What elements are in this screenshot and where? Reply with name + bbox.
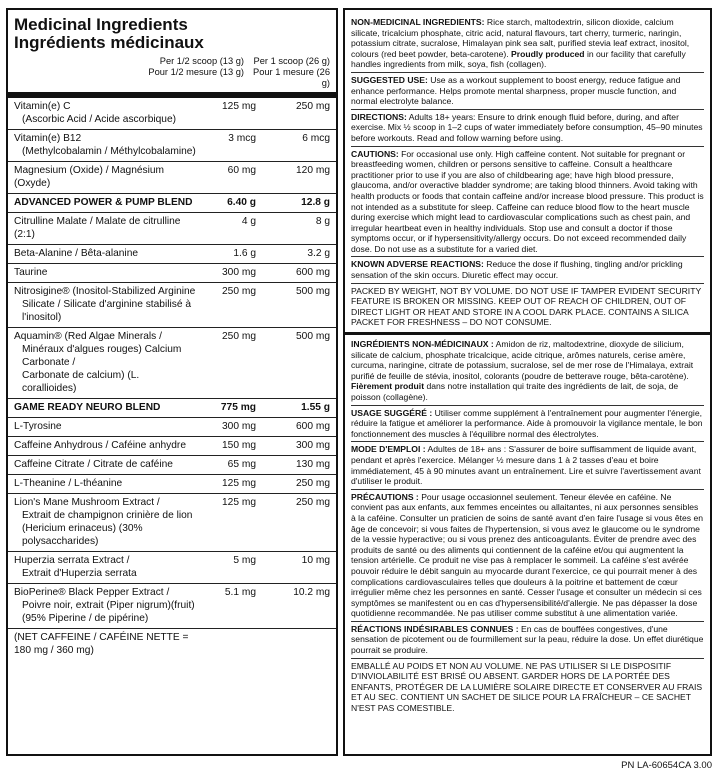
amount-full-scoop: 500 mg [296, 286, 330, 297]
ingredient-name [14, 420, 196, 433]
amount-full-scoop: 250 mg [296, 478, 330, 489]
mode-d-emploi: MODE D'EMPLOI : Adultes de 18+ ans : S'assurer de boire suffisamment de liquide avant, pendant et après l'exercice. Mélanger ½ mesure dans 1 à 2 tasses d'eau et boire immédiatement, 45 à 90 minutes avant un entraînement. Lire et suivre l'avertissement avant d'utiliser le produit. [351, 442, 704, 489]
language-divider [345, 332, 710, 335]
amount-half-scoop: 300 mg [222, 267, 256, 278]
amount-full-scoop: 600 mg [296, 267, 330, 278]
amount-half-scoop: 65 mg [227, 459, 256, 470]
ingredient-name [14, 247, 196, 260]
amount-full-scoop: 130 mg [296, 459, 330, 470]
ingredient-name-line: Vitamin(e) C [14, 101, 71, 112]
part-number: PN LA-60654CA 3.00 [621, 760, 712, 771]
ingredient-name-line: Beta-Alanine / Bêta-alanine [14, 248, 139, 259]
ingredient-name [14, 164, 196, 190]
ingredient-row [8, 475, 336, 494]
ingredient-name-line: Aquamin® (Red Algae Minerals / [14, 331, 162, 342]
suggested-use: SUGGESTED USE: Use as a workout supplement to boost energy, reduce fatigue and enhance performance. Helps promote mental sharpness, proper muscle function, and normal electrolyte balance. [351, 73, 704, 110]
amount-full-scoop: 120 mg [296, 165, 330, 176]
ingredient-name-line: (Methylcobalamin / Méthylcobalamine) [22, 146, 196, 157]
amount-full-scoop: 250 mg [296, 101, 330, 112]
ingredient-name [14, 586, 196, 625]
ingredient-row [8, 629, 336, 660]
ingredient-row [8, 283, 336, 328]
ingredient-name [14, 215, 196, 241]
ingredient-name [14, 477, 196, 490]
ingredient-name-line: (NET CAFFEINE / CAFÉINE NETTE = 180 mg / 360 mg) [14, 632, 189, 656]
ingredient-name-line: (Ascorbic Acid / Acide ascorbique) [22, 114, 177, 125]
amount-full-scoop: 10 mg [301, 555, 330, 566]
ingredient-name-line: Magnesium (Oxide) / Magnésium (Oxyde) [14, 165, 165, 189]
ingredient-name-line: Carbonate de calcium) (L. corallioides) [22, 370, 140, 394]
ingredient-name-line: Taurine [14, 267, 48, 278]
amount-half-scoop: 300 mg [222, 421, 256, 432]
ingredient-name-line: Citrulline Malate / Malate de citrulline (2:1) [14, 216, 181, 240]
ingredients-non-medicinaux: INGRÉDIENTS NON-MÉDICINAUX : Amidon de riz, maltodextrine, dioxyde de silicium, silicate de calcium, phosphate tricalcique, acide citrique, arômes naturels, cerise amère, curcuma, naringine, citrate de potassium, sucralose, sel de mer rose de l'Himalaya, extrait purifié de feuille de stévia, inositol, colorants (poudre de betterave rouge, bêta-carotène). Fièrement produit dans notre installation qui traite des ingrédients de lait, de soja, de poisson (collagène). [351, 337, 704, 406]
ingredient-name-line: ADVANCED POWER & PUMP BLEND [14, 197, 193, 208]
ingredient-name [14, 100, 196, 126]
amount-full-scoop: 3.2 g [307, 248, 330, 259]
usage-suggere: USAGE SUGGÉRÉ : Utiliser comme supplément à l'entraînement pour augmenter l'énergie, réduire la fatigue et améliorer la performance. Aide à promouvoir la vigilance mentale, le bon fonctionnement des muscles à l'équilibre normal des électrolytes. [351, 406, 704, 443]
amount-full-scoop [256, 631, 330, 657]
ingredient-name-line: Extrait d'Huperzia serrata [22, 568, 137, 579]
amount-full-scoop: 6 mcg [302, 133, 330, 144]
title-en: Medicinal Ingredients [14, 15, 188, 34]
ingredient-row [8, 437, 336, 456]
ingredient-name [14, 554, 196, 580]
amount-full-scoop: 1.55 g [301, 402, 330, 413]
ingredient-name-line: Lion's Mane Mushroom Extract / [14, 497, 160, 508]
ingredient-name-line: L-Theanine / L-théanine [14, 478, 123, 489]
amount-full-scoop: 600 mg [296, 421, 330, 432]
ingredient-name-line: Minéraux d'algues rouges) Calcium Carbonate / [22, 344, 182, 368]
ingredient-row [8, 328, 336, 399]
ingredient-name [14, 458, 196, 471]
amount-half-scoop [196, 631, 256, 657]
amount-half-scoop: 775 mg [220, 402, 256, 413]
ingredient-row [8, 264, 336, 283]
ingredient-name-line: Extrait de champignon crinière de lion [22, 510, 193, 521]
ingredient-row [8, 456, 336, 475]
amount-full-scoop: 8 g [315, 216, 330, 227]
non-medicinal-ingredients: NON-MEDICINAL INGREDIENTS: Rice starch, maltodextrin, silicon dioxide, calcium silicate, tricalcium phosphate, citric acid, natural flavours, tart cherry, turmeric, naringin, potassium citrate, sucralose, Himalayan pink sea salt, purified stevia leaf extract, inositol, colours (red beet powder, beta-carotene). Proudly produced in our facility that carefully handles ingredients from milk, soya, fish (collagen). [351, 15, 704, 73]
amount-half-scoop: 5.1 mg [224, 587, 256, 598]
ingredient-row [8, 552, 336, 584]
known-adverse-reactions: KNOWN ADVERSE REACTIONS: Reduce the dose if flushing, tingling and/or prickling sensation of the skin occurs. Diuretic effect may occur. [351, 257, 704, 283]
reactions-indesirables: RÉACTIONS INDÉSIRABLES CONNUES : En cas de bouffées congestives, d'une sensation de picotement ou de fourmillement sur la peau, réduire la dose. Un effet diurétique pourrait se produire. [351, 622, 704, 659]
amount-full-scoop: 12.8 g [301, 197, 330, 208]
ingredient-name-line: L-Tyrosine [14, 421, 62, 432]
amount-half-scoop: 125 mg [222, 497, 256, 508]
amount-half-scoop: 3 mcg [228, 133, 256, 144]
ingredient-name-line: Caffeine Anhydrous / Caféine anhydre [14, 440, 186, 451]
ingredient-row [8, 194, 336, 213]
ingredient-name-line: Vitamin(e) B12 [14, 133, 82, 144]
serving-col2-line2: Pour 1 mesure (26 g) [253, 67, 330, 88]
ingredient-row [8, 399, 336, 418]
amount-half-scoop: 150 mg [222, 440, 256, 451]
ingredient-name-line: Silicate / Silicate d'arginine stabilisé à l'inositol) [22, 299, 191, 323]
ingredient-name [14, 496, 196, 548]
amount-half-scoop: 60 mg [227, 165, 256, 176]
ingredient-row [8, 418, 336, 437]
amount-half-scoop: 125 mg [222, 101, 256, 112]
ingredient-name-line: Huperzia serrata Extract / [14, 555, 130, 566]
ingredient-row [8, 98, 336, 130]
title-fr: Ingrédients médicinaux [14, 33, 204, 52]
precautions: PRÉCAUTIONS : Pour usage occasionnel seulement. Teneur élevée en caféine. Ne convient pas aux enfants, aux femmes enceintes ou allaitantes, ni aux personnes sensibles à la caféine. Consulter un praticien de soins de santé avant d'en faire l'usage si vous êtes en âge de concevoir; si vous faites de l'hypertension, si vous avez le glaucome ou le syndrome de la vessie hyperactive; ou si vous prenez des anticoagulants. Éviter de prendre avec des produits de santé ou des aliments qui contiennent de la caféine et/ou qui augmentent la tension artérielle. Ce produit ne vise pas à remplacer le sommeil. La caféine s'est avérée pouvoir réduire le débit sanguin au myocarde durant l'exercice, ce qui pourrait mener à des complications cardiovasculaires telles que douleurs à la poitrine et battement de cœur irrégulier même chez les personnes en santé. Cesser l'usage et consulter un médecin si ces symptômes se manifestent ou en cas d'hypersensibilité/d'allergie. Ne pas dépasser la dose quotidienne recommandée. Ne pas utiliser comme substitut à une alimentation variée. [351, 490, 704, 622]
cautions: CAUTIONS: For occasional use only. High caffeine content. Not suitable for pregnant or breastfeeding women, children or persons sensitive to caffeine. Consult a healthcare practitioner prior to use if you are also of childbearing age; have high blood pressure, glaucoma, and/or overactive bladder syndrome; are taking blood thinners. Avoid taking with health products or foods that contain caffeine and/or increase blood pressure. This product is not intended as a substitute for sleep. Caffeine can reduce blood flow to the heart muscle during exercise which might lead to cardiovascular complications such as chest pain, and irregular heartbeat even in healthy individuals. Stop use and consult a doctor if those symptoms occur, or if hypersensitivity/allergy occurs. Do not exceed recommended daily dose. Do not use as a substitute for a varied diet. [351, 147, 704, 258]
amount-half-scoop: 250 mg [222, 286, 256, 297]
ingredient-name-line: BioPerine® Black Pepper Extract / [14, 587, 170, 598]
ingredient-name [14, 285, 196, 324]
amount-full-scoop: 250 mg [296, 497, 330, 508]
amount-half-scoop: 5 mg [233, 555, 256, 566]
ingredient-name-line: GAME READY NEURO BLEND [14, 402, 161, 413]
ingredient-row [8, 130, 336, 162]
ingredient-name-line: (Hericium erinaceus) (30% polysaccharides) [22, 523, 143, 547]
medicinal-ingredients-panel [6, 8, 338, 756]
amount-half-scoop: 1.6 g [233, 248, 256, 259]
packed-by-weight: PACKED BY WEIGHT, NOT BY VOLUME. DO NOT USE IF TAMPER EVIDENT SECURITY FEATURE IS BROKEN OR MISSING. KEEP OUT OF REACH OF CHILDREN, OUT OF DIRECT LIGHT OR HEAT AND STORE IN A COOL DARK PLACE. CONTAINS A SILICA PACKET FOR FRESHNESS – DO NOT CONSUME. [351, 285, 702, 328]
ingredient-name-line: Poivre noir, extrait (Piper nigrum)(fruit) (95% Piperine / de pipérine) [22, 600, 195, 624]
serving-col1-line2: Pour 1/2 mesure (13 g) [148, 67, 244, 77]
amount-full-scoop: 500 mg [296, 331, 330, 342]
ingredient-row [8, 213, 336, 245]
amount-half-scoop: 125 mg [222, 478, 256, 489]
ingredient-name [14, 439, 196, 452]
ingredient-name [14, 132, 196, 158]
emballe-au-poids: EMBALLÉ AU POIDS ET NON AU VOLUME. NE PAS UTILISER SI LE DISPOSITIF D'INVIOLABILITÉ EST BRISÉ OU ABSENT. GARDER HORS DE LA PORTÉE DES ENFANTS, PROTÉGER DE LA LUMIÈRE SOLAIRE DIRECTE ET CONSERVER AU FRAIS ET AU SEC. CONTIENT UN SACHET DE SILICE POUR LA FRAÎCHEUR – CE SACHET N'EST PAS COMESTIBLE. [351, 660, 703, 714]
amount-full-scoop: 10.2 mg [293, 587, 330, 598]
amount-half-scoop: 250 mg [222, 331, 256, 342]
directions: DIRECTIONS: Adults 18+ years: Ensure to drink enough fluid before, during, and after exercise. Mix ½ scoop in 1–2 cups of water immediately before consumption, 45–90 minutes before workouts. Read and follow warning before using. [351, 110, 704, 147]
ingredient-name-line: Nitrosigine® (Inositol-Stabilized Arginine [14, 286, 196, 297]
ingredient-name [14, 266, 196, 279]
ingredient-row [8, 584, 336, 629]
ingredient-name [14, 631, 196, 657]
ingredient-name-line: Caffeine Citrate / Citrate de caféine [14, 459, 173, 470]
ingredient-row [8, 494, 336, 552]
label-info-panel [343, 8, 712, 756]
serving-header [14, 56, 330, 89]
ingredient-name [14, 401, 196, 414]
serving-col1-line1: Per 1/2 scoop (13 g) [159, 56, 244, 66]
serving-col2-line1: Per 1 scoop (26 g) [253, 56, 330, 66]
ingredient-name [14, 196, 196, 209]
ingredient-row [8, 162, 336, 194]
ingredient-row [8, 245, 336, 264]
amount-half-scoop: 4 g [241, 216, 256, 227]
ingredient-list [14, 98, 330, 660]
amount-full-scoop: 300 mg [296, 440, 330, 451]
ingredient-name [14, 330, 196, 395]
amount-half-scoop: 6.40 g [227, 197, 256, 208]
